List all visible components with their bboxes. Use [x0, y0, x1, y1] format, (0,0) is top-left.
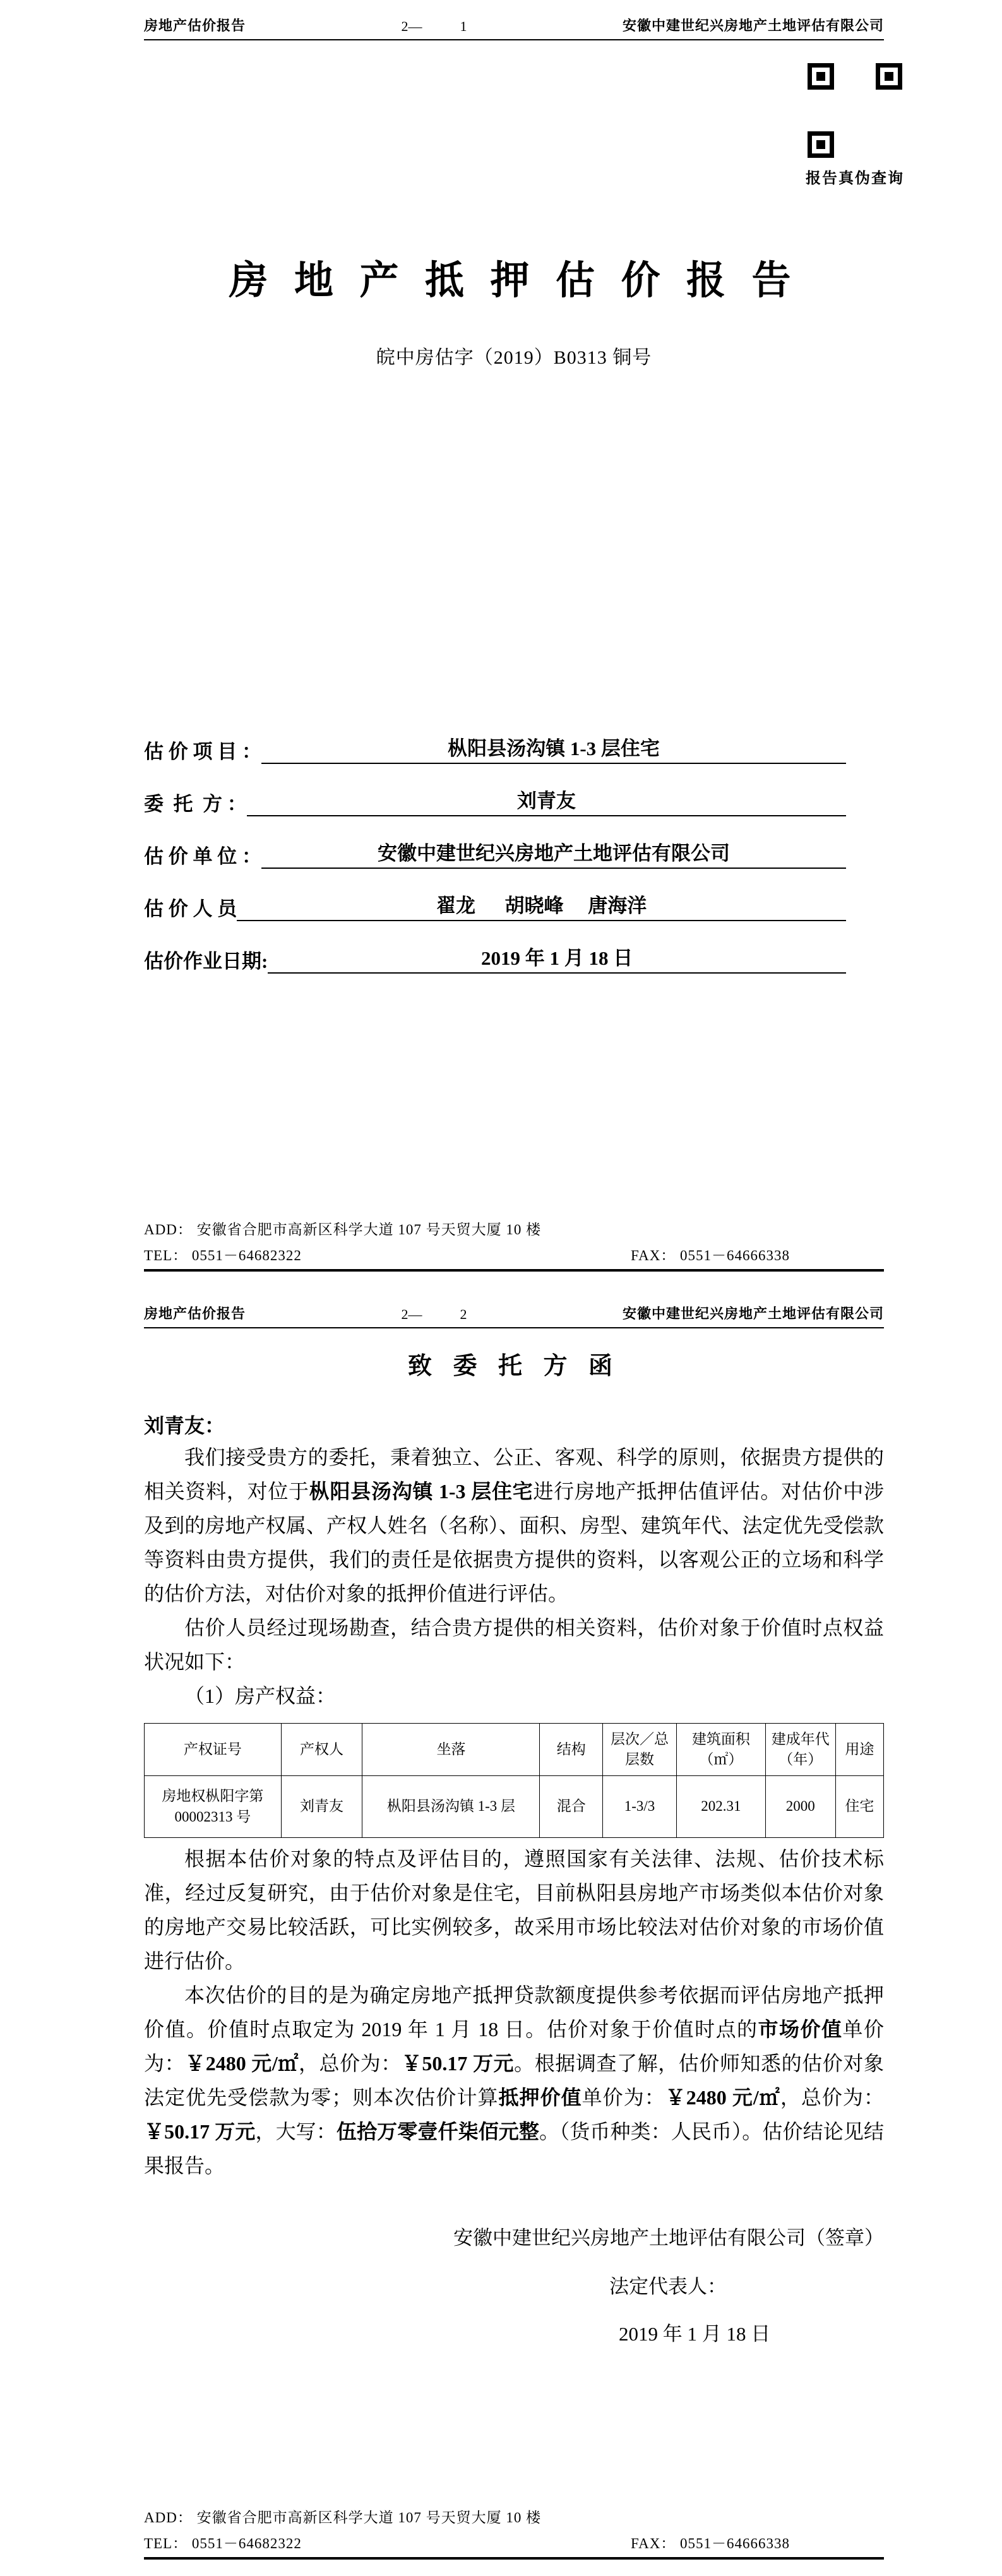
- header-page-indicator: [402, 1306, 467, 1323]
- field-value: 2019 年 1 月 18 日: [481, 947, 633, 969]
- qr-finder-icon: [808, 63, 834, 90]
- page-header: [144, 15, 884, 40]
- paragraph-commission: 我们接受贵方的委托，秉着独立、公正、客观、科学的原则，依据贵方提供的相关资料，对位于枞阳县汤沟镇 1-3 层住宅进行房地产抵押估值评估。对估价中涉及到的房地产权属、产权人姓名（名称）、面积、房型、建筑年代、法定优先受偿款等资料由贵方提供，我们的责任是依据贵方提供的资料，以客观公正的立场和科学的估价方法，对估价对象的抵押价值进行评估。: [144, 1446, 884, 1605]
- footer-tel: TEL： 0551－64682322: [144, 1248, 302, 1263]
- column-header: 层次／总层数: [602, 1724, 676, 1776]
- field-label: 估 价 项 目 ：: [144, 741, 261, 763]
- field-row-date: [144, 942, 846, 974]
- signature-legal-representative: 法定代表人：: [609, 2275, 727, 2298]
- field-label: 估 价 单 位 ：: [144, 845, 261, 868]
- cell-year-built: 2000: [765, 1776, 835, 1837]
- letter-title: 致 委 托 方 函: [407, 1353, 620, 1380]
- column-header: 结构: [540, 1724, 603, 1776]
- footer-fax: FAX： 0551－64666338: [631, 2536, 790, 2551]
- cell-structure: 混合: [540, 1776, 603, 1837]
- item-property-rights: （1）房产权益：: [184, 1685, 337, 1707]
- qr-caption: 报告真伪查询: [806, 170, 904, 187]
- cell-owner: 刘青友: [281, 1776, 362, 1837]
- cell-location: 枞阳县汤沟镇 1-3 层: [362, 1776, 540, 1837]
- cell-usage: 住宅: [835, 1776, 883, 1837]
- header-page-total: 2—: [401, 18, 422, 34]
- qr-finder-icon: [808, 131, 834, 158]
- signature-company: 安徽中建世纪兴房地产土地评估有限公司（签章）: [453, 2226, 884, 2249]
- header-page-number: 2: [460, 1306, 467, 1322]
- field-row-project: [144, 732, 846, 764]
- field-value: 安徽中建世纪兴房地产土地评估有限公司: [378, 842, 730, 864]
- field-underline: [261, 837, 846, 869]
- report-document-number: 皖中房估字（2019）B0313 铜号: [376, 347, 652, 368]
- column-header: 建筑面积（㎡）: [677, 1724, 766, 1776]
- column-header: 用途: [835, 1724, 883, 1776]
- footer-tel: TEL： 0551－64682322: [144, 2536, 302, 2551]
- field-label: 估价作业日期:: [144, 950, 268, 972]
- field-underline: [261, 732, 846, 764]
- page-footer: [144, 2506, 884, 2560]
- header-page-indicator: [402, 18, 467, 35]
- cell-certificate-no: 房地权枞阳字第00002313 号: [145, 1776, 282, 1837]
- header-page-number: 1: [460, 18, 467, 34]
- header-page-total: 2—: [401, 1306, 422, 1322]
- header-company-name: 安徽中建世纪兴房地产土地评估有限公司: [622, 18, 884, 33]
- cell-floors: 1-3/3: [602, 1776, 676, 1837]
- page-footer: [144, 1218, 884, 1272]
- footer-contacts: [144, 1244, 884, 1263]
- footer-address: ADD： 安徽省合肥市高新区科学大道 107 号天贸大厦 10 楼: [144, 2510, 542, 2525]
- signature-date: 2019 年 1 月 18 日: [619, 2322, 771, 2345]
- page-header: [144, 1303, 884, 1328]
- field-value: 刘青友: [516, 790, 576, 812]
- field-label: 估 价 人 员: [144, 898, 237, 920]
- table-row: [145, 1776, 884, 1837]
- cover-fields: [144, 732, 884, 994]
- column-header: 产权证号: [145, 1724, 282, 1776]
- qr-block: [802, 63, 907, 188]
- field-underline: [268, 942, 846, 974]
- property-rights-table: [144, 1723, 884, 1838]
- footer-address: ADD： 安徽省合肥市高新区科学大道 107 号天贸大厦 10 楼: [144, 1222, 542, 1237]
- field-row-client: [144, 785, 846, 816]
- footer-fax: FAX： 0551－64666338: [631, 1248, 790, 1263]
- header-company-name: 安徽中建世纪兴房地产土地评估有限公司: [622, 1306, 884, 1321]
- paragraph-valuation-result: 本次估价的目的是为确定房地产抵押贷款额度提供参考依据而评估房地产抵押价值。价值时点取定为 2019 年 1 月 18 日。估价对象于价值时点的市场价值单价为：￥2480 元/㎡，总价为：￥50.17 万元。根据调查了解，估价师知悉的估价对象法定优先受偿款为零；则本次估价计算抵押价值单价为：￥2480 元/㎡，总价为：￥50.17 万元，大写：伍拾万零壹仟柒佰元整。（货币种类：人民币）。估价结论见结果报告。: [144, 1983, 884, 2177]
- qr-finder-icon: [876, 63, 902, 90]
- field-value: 枞阳县汤沟镇 1-3 层住宅: [448, 737, 660, 760]
- salutation: 刘青友：: [144, 1414, 225, 1437]
- column-header: 产权人: [281, 1724, 362, 1776]
- footer-contacts: [144, 2532, 884, 2551]
- field-value: 翟龙 胡晓峰 唐海洋: [436, 895, 647, 917]
- column-header: 建成年代（年）: [765, 1724, 835, 1776]
- cell-area: 202.31: [677, 1776, 766, 1837]
- paragraph-method: 根据本估价对象的特点及评估目的，遵照国家有关法律、法规、估价技术标准，经过反复研究，由于估价对象是住宅，目前枞阳县房地产市场类似本估价对象的房地产交易比较活跃，可比实例较多，故采用市场比较法对估价对象的市场价值进行估价。: [144, 1847, 884, 1972]
- qr-code: [808, 63, 902, 158]
- header-report-title: 房地产估价报告: [144, 1306, 246, 1321]
- field-row-appraisers: [144, 890, 846, 921]
- field-label: 委 托 方 ：: [144, 793, 247, 815]
- field-underline: [237, 890, 846, 921]
- field-underline: [247, 785, 846, 816]
- column-header: 坐落: [362, 1724, 540, 1776]
- field-row-agency: [144, 837, 846, 869]
- report-title: 房 地 产 抵 押 估 价 报 告: [229, 259, 799, 302]
- table-header-row: [145, 1724, 884, 1776]
- page-2: [0, 1288, 1002, 2576]
- header-report-title: 房地产估价报告: [144, 18, 246, 33]
- paragraph-survey: 估价人员经过现场勘查，结合贵方提供的相关资料，估价对象于价值时点权益状况如下：: [144, 1616, 884, 1673]
